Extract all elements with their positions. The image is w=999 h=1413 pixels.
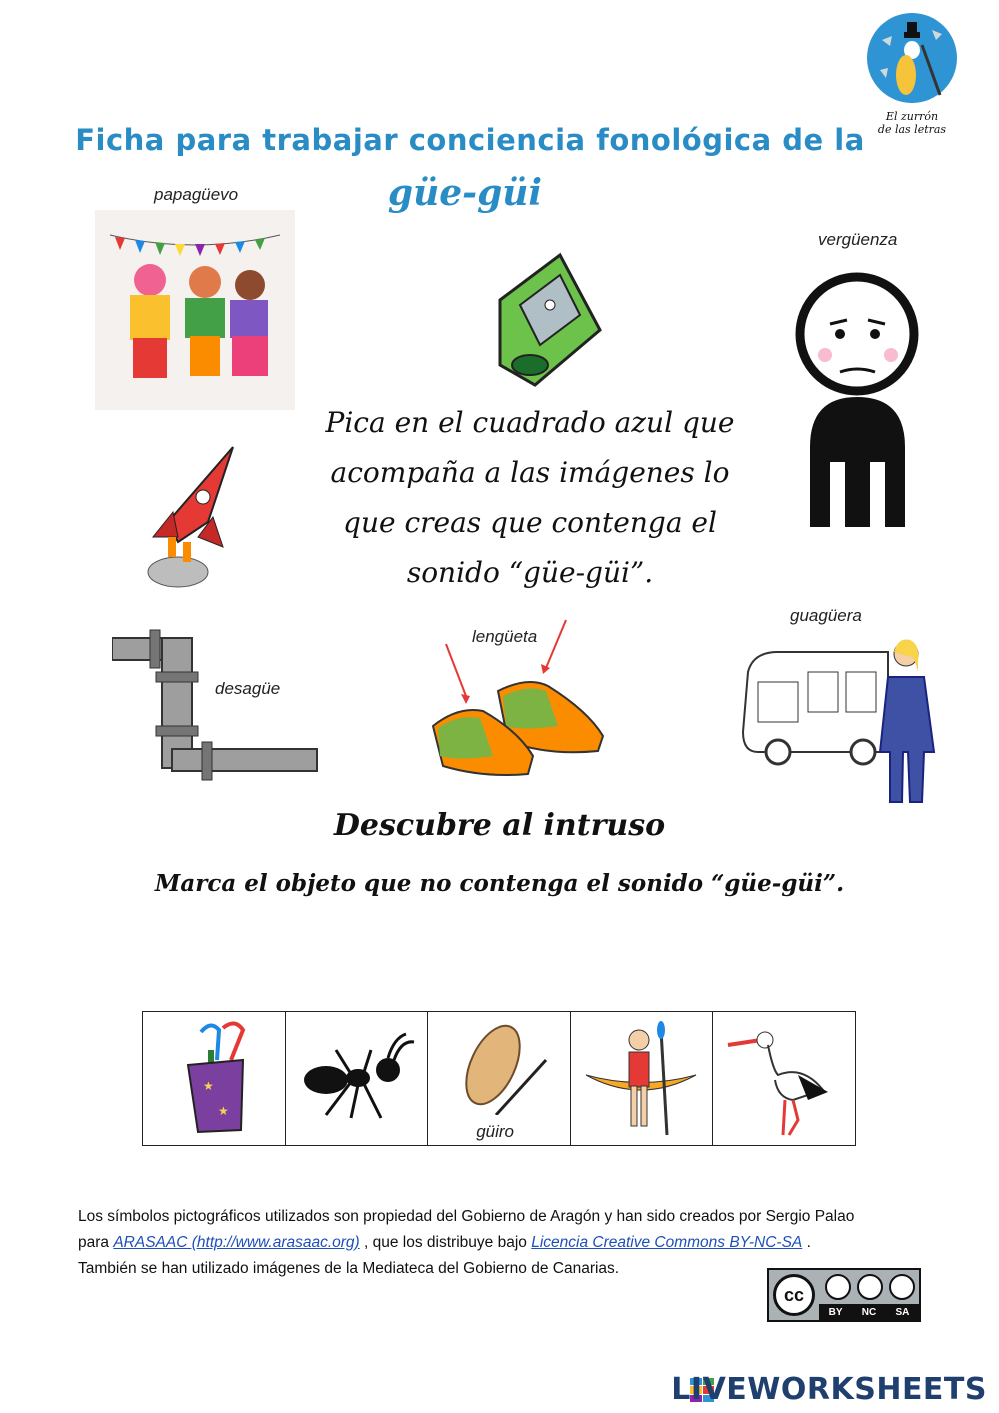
cc-license-link[interactable]: Licencia Creative Commons BY-NC-SA <box>531 1234 803 1251</box>
intruder-cell-guiro[interactable] <box>428 1012 571 1145</box>
label-lengueta: lengüeta <box>472 627 538 646</box>
intruder-grid <box>142 1011 856 1146</box>
intruder-cell-kayaker[interactable] <box>571 1012 714 1145</box>
sharpener-icon <box>490 250 610 390</box>
nc-label: NC <box>861 1306 877 1318</box>
stork-icon <box>723 1020 843 1138</box>
label-guaguera: guagüera <box>790 606 862 625</box>
intruder-cell-ant[interactable] <box>286 1012 429 1145</box>
logo-circle-icon <box>862 10 962 105</box>
umbrella-stand-icon <box>153 1020 273 1138</box>
arasaac-link[interactable]: ARASAAC (http://www.arasaac.org) <box>113 1234 360 1251</box>
instructions-line-3: que creas que contenga el <box>343 506 717 539</box>
zurron-logo <box>862 10 962 135</box>
ant-icon <box>296 1020 421 1138</box>
cc-license-badge <box>767 1268 921 1322</box>
page-title: Ficha para trabajar conciencia fonológica de la <box>75 123 865 157</box>
intruder-cell-umbrella-stand[interactable] <box>143 1012 286 1145</box>
footer-line-1: Los símbolos pictográficos utilizados son propiedad del Gobierno de Aragón y han sido creados por Sergio Palao <box>78 1208 855 1225</box>
liveworksheets-brand[interactable]: LIVEWORKSHEETS <box>671 1372 987 1407</box>
by-icon <box>825 1274 851 1300</box>
footer-line-2 <box>78 1230 938 1256</box>
badge-bottom-bar <box>819 1304 919 1320</box>
guaguera-icon <box>738 632 938 807</box>
intruder-cell-stork[interactable] <box>713 1012 855 1145</box>
kayaker-icon <box>581 1020 701 1138</box>
footer-mid: , que los distribuye bajo <box>364 1234 527 1251</box>
desague-icon <box>112 624 320 792</box>
svg-text:★: ★ <box>218 1104 229 1118</box>
nc-icon <box>857 1274 883 1300</box>
intruder-instruction: Marca el objeto que no contenga el sonido “güe-güi”. <box>154 870 845 897</box>
instructions-line-1: Pica en el cuadrado azul que <box>325 406 735 439</box>
rocket-icon <box>138 442 250 597</box>
papaguevo-icon <box>95 210 295 410</box>
instructions-line-2: acompaña a las imágenes lo <box>330 456 730 489</box>
instructions-line-4: sonido “güe-güi”. <box>406 556 654 589</box>
logo-caption-2: de las letras <box>877 123 947 136</box>
sa-label: SA <box>895 1306 910 1318</box>
label-verguenza: vergüenza <box>818 230 898 249</box>
instructions-text <box>300 398 760 598</box>
lengueta-icon <box>428 616 610 788</box>
label-guiro: güiro <box>476 1122 514 1141</box>
footer-line-3: También se han utilizado imágenes de la Mediateca del Gobierno de Canarias. <box>78 1260 620 1277</box>
intruder-heading: Descubre al intruso <box>333 808 666 843</box>
cc-icon: cc <box>773 1274 815 1316</box>
sa-icon <box>889 1274 915 1300</box>
label-papaguevo: papagüevo <box>154 185 239 204</box>
page-subtitle: güe-güi <box>387 172 543 214</box>
logo-caption-1: El zurrón <box>885 110 939 123</box>
label-desague: desagüe <box>215 679 281 698</box>
verguenza-icon <box>795 262 920 527</box>
footer-para: para <box>78 1234 110 1251</box>
svg-text:★: ★ <box>203 1079 214 1093</box>
footer-dot: . <box>806 1234 811 1251</box>
guiro-icon <box>438 1020 558 1115</box>
by-label: BY <box>828 1306 843 1318</box>
